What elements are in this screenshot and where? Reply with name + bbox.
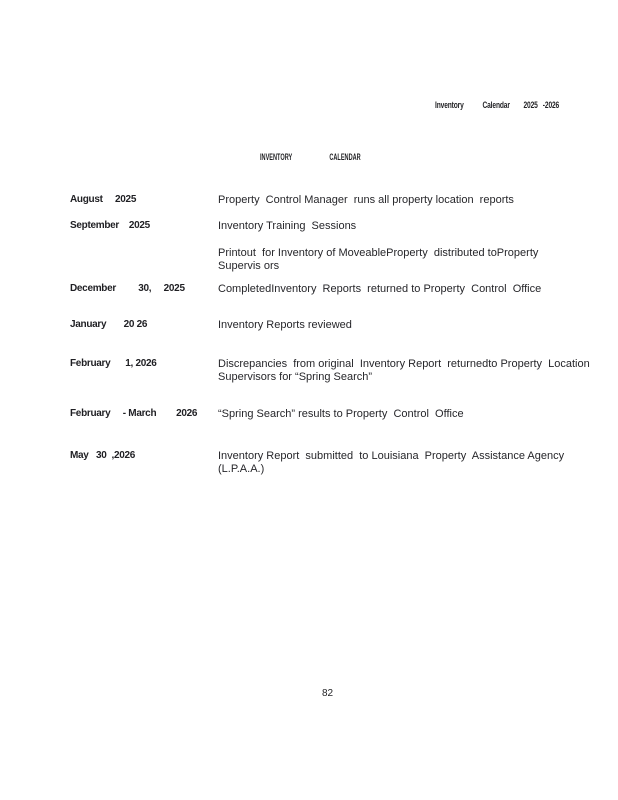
row-date: May 30 ,2026 <box>70 450 135 461</box>
description-line: Inventory Reports reviewed <box>218 319 352 331</box>
running-header: Inventory Calendar 2025 -2026 <box>435 100 560 111</box>
description-line: “Spring Search” results to Property Control Office <box>218 408 464 420</box>
calendar-row-february-march <box>70 408 464 421</box>
calendar-row-february-1 <box>70 358 590 383</box>
row-date: August 2025 <box>70 194 137 205</box>
description-line: CompletedInventory Reports returned to Property Control Office <box>218 283 542 295</box>
calendar-row-printout <box>70 247 538 272</box>
calendar-row-august <box>70 194 514 207</box>
row-description <box>218 358 590 383</box>
row-date: January 20 26 <box>70 319 148 330</box>
row-description <box>218 319 352 332</box>
row-description <box>218 247 538 272</box>
description-line: Inventory Report submitted to Louisiana Property Assistance Agency <box>218 450 565 462</box>
row-description <box>218 220 356 233</box>
description-line: (L.P.A.A.) <box>218 462 265 475</box>
row-description <box>218 283 541 296</box>
description-line: Supervis ors <box>218 259 280 272</box>
row-description <box>218 194 514 207</box>
row-date: February 1, 2026 <box>70 358 157 369</box>
calendar-row-december <box>70 283 541 296</box>
description-line: Property Control Manager runs all property location reports <box>218 194 514 206</box>
description-line: Inventory Training Sessions <box>218 220 357 232</box>
calendar-row-may <box>70 450 564 475</box>
description-line: Printout for Inventory of MoveableProperty distributed toProperty <box>218 247 539 259</box>
row-description <box>218 450 564 475</box>
calendar-row-january <box>70 319 352 332</box>
calendar-row-september <box>70 220 356 233</box>
row-date: September 2025 <box>70 220 150 231</box>
page-title: INVENTORY CALENDAR <box>260 152 361 162</box>
description-line: Discrepancies from original Inventory Report returnedto Property Location <box>218 358 590 370</box>
row-description <box>218 408 464 421</box>
page-number: 82 <box>322 688 334 699</box>
description-line: Supervisors for “Spring Search” <box>218 370 373 383</box>
row-date: December 30, 2025 <box>70 283 185 294</box>
row-date: February - March 2026 <box>70 408 198 419</box>
